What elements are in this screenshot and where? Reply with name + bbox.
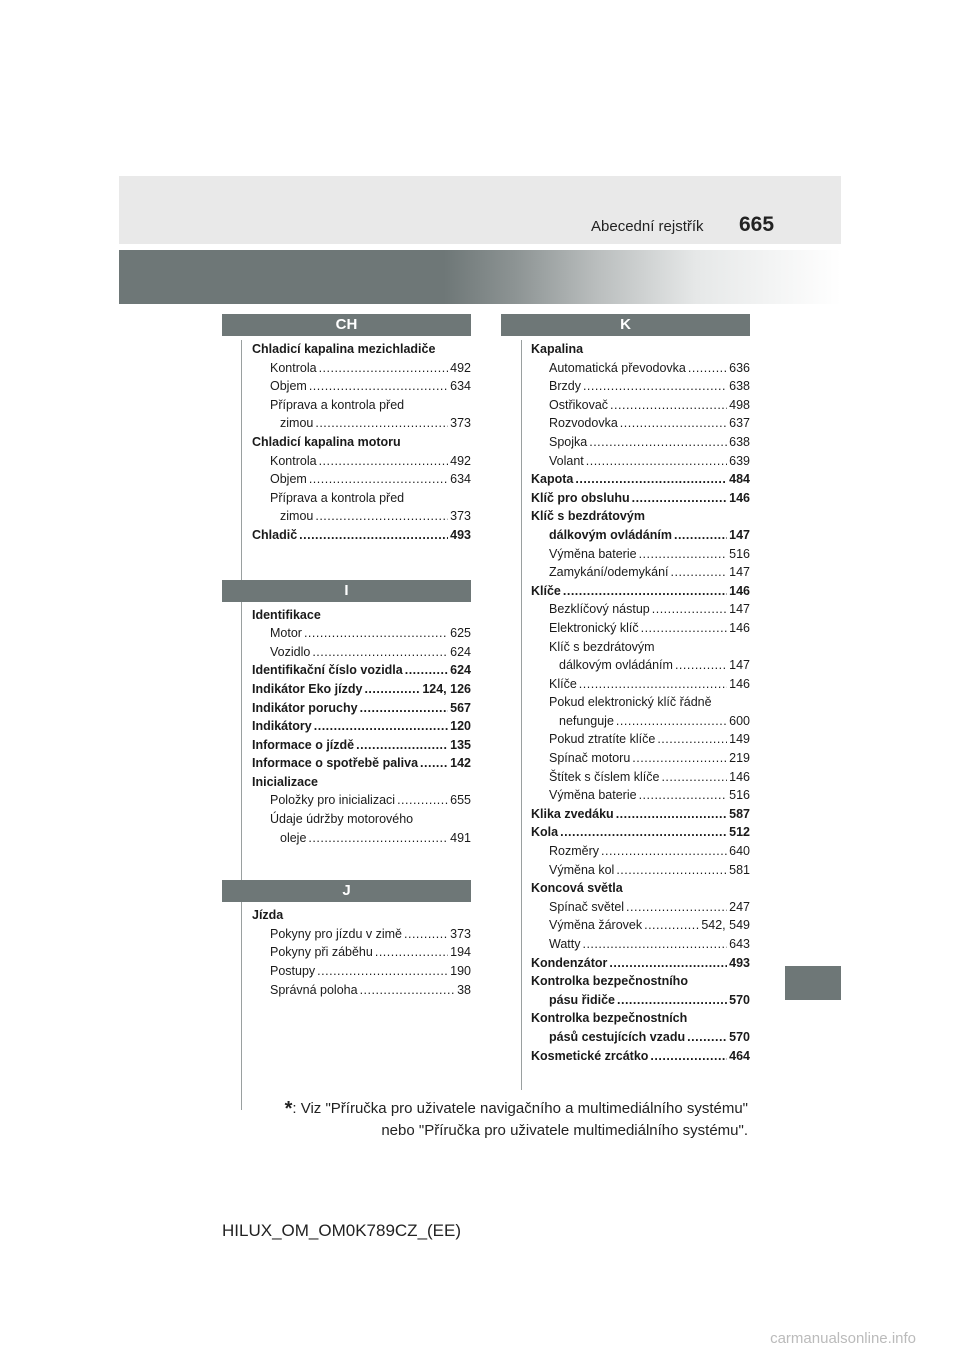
entry-page: 464 [729, 1048, 750, 1063]
section-letter: CH [222, 314, 471, 336]
entry-text: dálkovým ovládáním [549, 527, 672, 542]
leader-dots [650, 1047, 727, 1066]
entry-text: Klíč s bezdrátovým [549, 639, 655, 654]
leader-dots [639, 786, 728, 805]
index-entry [531, 712, 750, 731]
leader-dots [364, 680, 420, 699]
entry-text: Výměna baterie [549, 788, 637, 803]
leader-dots [609, 954, 727, 973]
index-entry [531, 396, 750, 415]
entry-page: 639 [729, 453, 750, 468]
entry-text: Kapota [531, 472, 574, 487]
entry-page: 219 [729, 751, 750, 766]
index-entry [252, 943, 471, 962]
index-entry [252, 526, 471, 545]
index-entry [252, 773, 471, 792]
index-entry [252, 754, 471, 773]
leader-dots [652, 600, 727, 619]
entry-text: Rozměry [549, 844, 600, 859]
entry-list [501, 336, 750, 1065]
index-entry [531, 898, 750, 917]
entry-page: 373 [450, 509, 471, 524]
entry-page: 147 [729, 658, 750, 673]
index-entry [531, 470, 750, 489]
entry-page: 625 [450, 626, 471, 641]
leader-dots [314, 717, 448, 736]
leader-dots [601, 842, 727, 861]
leader-dots [626, 898, 727, 917]
index-entry [531, 861, 750, 880]
entry-page: 146 [729, 676, 750, 691]
index-entry [252, 624, 471, 643]
index-entry [252, 606, 471, 625]
index-entry [252, 452, 471, 471]
index-entry [531, 619, 750, 638]
entry-text: Štítek s číslem klíče [549, 769, 660, 784]
index-entry [252, 791, 471, 810]
entry-text: nefunguje [559, 713, 614, 728]
index-entry [531, 638, 750, 657]
index-entry [531, 730, 750, 749]
leader-dots [687, 1028, 727, 1047]
index-entry [252, 680, 471, 699]
entry-page: 373 [450, 416, 471, 431]
index-entry [531, 507, 750, 526]
entry-text: Údaje údržby motorového [270, 812, 414, 827]
entry-text: Objem [270, 472, 307, 487]
entry-text: Výměna baterie [549, 546, 637, 561]
index-entry [252, 507, 471, 526]
section-title: Abecední rejstřík [591, 218, 704, 235]
entry-text: Identifikační číslo vozidla [252, 663, 403, 678]
document-code: HILUX_OM_OM0K789CZ_(EE) [222, 1221, 462, 1240]
leader-dots [661, 768, 727, 787]
entry-page: 493 [729, 955, 750, 970]
index-entry [531, 600, 750, 619]
entry-text: Kola [531, 825, 559, 840]
entry-text: Klíče [549, 676, 577, 691]
entry-text: Kondenzátor [531, 955, 608, 970]
entry-text: Kontrolka bezpečnostního [531, 974, 688, 989]
index-entry [531, 805, 750, 824]
entry-text: Rozvodovka [549, 416, 618, 431]
index-entry [531, 582, 750, 601]
section-letter: J [222, 880, 471, 902]
leader-dots [397, 791, 448, 810]
entry-text: zimou [280, 416, 314, 431]
index-entry [531, 935, 750, 954]
leader-dots [308, 829, 448, 848]
index-entry [252, 717, 471, 736]
entry-text: Klíč pro obsluhu [531, 490, 630, 505]
leader-dots [312, 643, 448, 662]
index-column-right [501, 314, 750, 1065]
leader-dots [309, 470, 448, 489]
leader-dots [356, 736, 448, 755]
leader-dots [616, 861, 727, 880]
page-number: 665 [739, 213, 775, 236]
entry-page: 570 [729, 992, 750, 1007]
header-band [119, 176, 841, 244]
entry-text: Kapalina [531, 342, 584, 356]
index-entry [531, 377, 750, 396]
entry-text: Vozidlo [270, 644, 311, 659]
entry-text: Kontrolka bezpečnostních [531, 1011, 688, 1026]
entry-page: 624 [450, 663, 471, 678]
entry-text: Pokyny při záběhu [270, 945, 373, 960]
index-entry [252, 359, 471, 378]
index-entry [252, 962, 471, 981]
entry-text: Inicializace [252, 774, 319, 789]
entry-text: Příprava a kontrola před [270, 397, 405, 412]
index-column-left [222, 314, 471, 999]
entry-text: Příprava a kontrola před [270, 490, 405, 505]
index-entry [531, 749, 750, 768]
entry-page: 120 [450, 719, 471, 734]
entry-page: 147 [729, 527, 750, 542]
index-entry [531, 1009, 750, 1028]
leader-dots [688, 359, 727, 378]
entry-text: oleje [280, 830, 307, 845]
entry-page: 190 [450, 964, 471, 979]
entry-text: Klíče [531, 583, 561, 598]
entry-page: 247 [729, 899, 750, 914]
leader-dots [315, 414, 448, 433]
entry-text: Brzdy [549, 379, 581, 394]
entry-page: 147 [729, 602, 750, 617]
entry-page: 135 [450, 737, 471, 752]
leader-dots [560, 823, 727, 842]
index-entry [531, 1028, 750, 1047]
index-entry [531, 916, 750, 935]
leader-dots [586, 452, 727, 471]
index-entry [252, 396, 471, 415]
entry-text: Pokud ztratíte klíče [549, 732, 656, 747]
entry-page: 516 [729, 546, 750, 561]
entry-page: 492 [450, 453, 471, 468]
entry-text: Koncová světla [531, 881, 623, 896]
entry-text: Klika zvedáku [531, 806, 614, 821]
entry-text: Bezklíčový nástup [549, 602, 650, 617]
entry-text: Kontrola [270, 360, 317, 375]
entry-page: 640 [729, 844, 750, 859]
watermark: carmanualsonline.info [770, 1330, 916, 1347]
entry-page: 634 [450, 472, 471, 487]
entry-page: 484 [729, 472, 750, 487]
entry-text: Chladicí kapalina mezichladiče [252, 342, 436, 356]
entry-page: 493 [450, 527, 471, 542]
chapter-tab [785, 966, 841, 1000]
entry-page: 600 [729, 713, 750, 728]
entry-page: 634 [450, 379, 471, 394]
entry-page: 570 [729, 1029, 750, 1044]
footnote-star: * [284, 1098, 293, 1120]
index-entry [531, 545, 750, 564]
index-entry [531, 656, 750, 675]
leader-dots [616, 805, 727, 824]
entry-text: Chladič [252, 527, 298, 542]
entry-page: 498 [729, 397, 750, 412]
entry-page: 492 [450, 360, 471, 375]
entry-page: 567 [450, 700, 471, 715]
index-entry [531, 786, 750, 805]
entry-page: 149 [729, 732, 750, 747]
leader-dots [575, 470, 727, 489]
entry-page: 636 [729, 360, 750, 375]
index-entry [252, 925, 471, 944]
entry-page: 146 [729, 769, 750, 784]
entry-text: Spínač světel [549, 899, 625, 914]
index-entry [531, 1047, 750, 1066]
index-entry [252, 906, 471, 925]
entry-text: Položky pro inicializaci [270, 793, 396, 808]
index-entry [531, 526, 750, 545]
entry-text: Ostřikovač [549, 397, 609, 412]
leader-dots [404, 925, 448, 944]
entry-text: Indikátor Eko jízdy [252, 681, 363, 696]
leader-dots [589, 433, 727, 452]
entry-page: 643 [729, 937, 750, 951]
entry-text: Výměna žárovek [549, 918, 643, 933]
entry-text: Informace o spotřebě paliva [252, 756, 419, 771]
index-entry [531, 452, 750, 471]
entry-text: Výměna kol [549, 862, 615, 877]
entry-text: Indikátor poruchy [252, 700, 358, 715]
entry-text: Volant [549, 453, 584, 468]
section-letter: K [501, 314, 750, 336]
index-entry [531, 433, 750, 452]
entry-text: dálkovým ovládáním [559, 658, 673, 673]
leader-dots [620, 414, 727, 433]
index-entry [252, 661, 471, 680]
entry-page: 142 [450, 756, 471, 771]
index-entry [531, 823, 750, 842]
index-entry [531, 991, 750, 1010]
entry-page: 124, 126 [422, 681, 471, 696]
entry-page: 637 [729, 416, 750, 431]
leader-dots [671, 563, 728, 582]
index-entry [531, 693, 750, 712]
entry-page: 491 [450, 830, 471, 845]
entry-text: Zamykání/odemykání [549, 565, 669, 580]
leader-dots [583, 377, 727, 396]
leader-dots [375, 943, 448, 962]
entry-text: Spojka [549, 434, 588, 449]
entry-list [222, 902, 471, 999]
index-entry [531, 489, 750, 508]
entry-text: Pokyny pro jízdu v zimě [270, 926, 402, 941]
entry-page: 542, 549 [701, 918, 750, 933]
leader-dots [299, 526, 448, 545]
entry-text: Automatická převodovka [549, 360, 686, 375]
entry-text: Klíč s bezdrátovým [531, 509, 645, 524]
entry-text: Objem [270, 379, 307, 394]
entry-text: Kosmetické zrcátko [531, 1048, 649, 1063]
entry-page: 516 [729, 788, 750, 803]
index-entry [531, 563, 750, 582]
leader-dots [639, 545, 728, 564]
leader-dots [319, 359, 449, 378]
index-entry [531, 954, 750, 973]
entry-text: Identifikace [252, 607, 321, 622]
leader-dots [644, 916, 699, 935]
leader-dots [579, 675, 727, 694]
entry-list [222, 602, 471, 848]
index-entry [531, 972, 750, 991]
entry-list [222, 336, 471, 545]
entry-page: 655 [450, 793, 471, 808]
leader-dots [675, 656, 727, 675]
leader-dots [360, 699, 449, 718]
entry-text: pásu řidiče [549, 992, 615, 1007]
entry-text: Kontrola [270, 453, 317, 468]
entry-text: Informace o jízdě [252, 737, 355, 752]
entry-text: Správná poloha [270, 982, 358, 997]
index-entry [252, 470, 471, 489]
entry-text: Chladicí kapalina motoru [252, 434, 401, 449]
leader-dots [304, 624, 448, 643]
leader-dots [563, 582, 727, 601]
entry-page: 638 [729, 434, 750, 449]
section-letter: I [222, 580, 471, 602]
entry-text: Postupy [270, 964, 316, 979]
entry-page: 147 [729, 565, 750, 580]
leader-dots [632, 749, 727, 768]
entry-text: Pokud elektronický klíč řádně [549, 695, 712, 710]
index-entry [531, 842, 750, 861]
footnote-line2: nebo "Příručka pro uživatele multimediálního systému". [381, 1122, 748, 1139]
entry-text: Indikátory [252, 719, 312, 734]
index-entry [252, 981, 471, 1000]
entry-page: 146 [729, 490, 750, 505]
leader-dots [309, 377, 448, 396]
entry-page: 194 [450, 945, 471, 960]
index-entry [252, 699, 471, 718]
entry-text: pásů cestujících vzadu [549, 1029, 686, 1044]
header-gradient-bar [119, 250, 841, 304]
entry-text: Elektronický klíč [549, 620, 639, 635]
index-entry [252, 810, 471, 829]
leader-dots [674, 526, 727, 545]
footnote [285, 1098, 748, 1142]
index-entry [531, 340, 750, 359]
entry-page: 146 [729, 583, 750, 598]
leader-dots [632, 489, 728, 508]
leader-dots [617, 991, 727, 1010]
entry-text: Spínač motoru [549, 751, 631, 766]
index-entry [252, 340, 471, 359]
index-entry [531, 768, 750, 787]
leader-dots [319, 452, 449, 471]
entry-text: Watty [549, 937, 581, 951]
entry-page: 512 [729, 825, 750, 840]
index-entry [531, 675, 750, 694]
entry-page: 373 [450, 926, 471, 941]
index-entry [531, 414, 750, 433]
leader-dots [657, 730, 727, 749]
index-entry [252, 377, 471, 396]
leader-dots [405, 661, 448, 680]
index-entry [531, 359, 750, 378]
entry-page: 581 [729, 862, 750, 877]
leader-dots [582, 935, 727, 954]
leader-dots [420, 754, 448, 773]
entry-page: 624 [450, 644, 471, 659]
leader-dots [610, 396, 727, 415]
index-entry [252, 829, 471, 848]
index-entry [252, 736, 471, 755]
footnote-line1: : Viz "Příručka pro uživatele navigačního a multimediálního systému" [292, 1100, 748, 1117]
leader-dots [317, 962, 448, 981]
entry-text: Motor [270, 626, 302, 641]
entry-text: Jízda [252, 908, 284, 923]
leader-dots [315, 507, 448, 526]
leader-dots [641, 619, 728, 638]
index-entry [252, 489, 471, 508]
entry-page: 146 [729, 620, 750, 635]
index-entry [252, 433, 471, 452]
index-entry [531, 879, 750, 898]
entry-text: zimou [280, 509, 314, 524]
leader-dots [360, 981, 456, 1000]
entry-page: 587 [729, 806, 750, 821]
leader-dots [616, 712, 727, 731]
entry-page: 638 [729, 379, 750, 394]
entry-page: 38 [457, 982, 471, 997]
index-entry [252, 643, 471, 662]
index-entry [252, 414, 471, 433]
